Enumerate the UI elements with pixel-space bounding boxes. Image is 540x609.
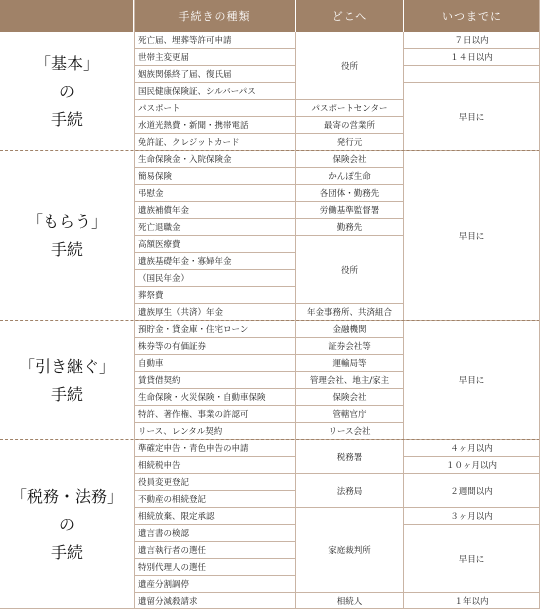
frame-left [134,0,135,609]
header-deadline: いつまでに [404,0,540,32]
deadline-cell: ２週間以内 [404,474,540,508]
procedure-item: 遺産分割調停 [134,576,296,593]
procedure-item: 死亡退職金 [134,219,296,236]
procedure-item: 特別代理人の選任 [134,559,296,576]
procedure-item: 賃貸借契約 [134,372,296,389]
section-title-line: 手続 [50,240,83,259]
header-blank [0,0,134,32]
header-where: どこへ [296,0,404,32]
procedure-item: パスポート [134,100,296,117]
procedure-item: 自動車 [134,355,296,372]
section-title [0,151,134,321]
procedure-item: 不動産の相続登記 [134,491,296,508]
procedure-item: 世帯主変更届 [134,49,296,66]
procedure-item: 相続放棄、限定承認 [134,508,296,525]
where-cell: 税務署 [296,440,404,474]
section-title-line: 「基本」 [34,53,99,73]
where-cell: 発行元 [296,134,404,151]
where-cell: 最寄の営業所 [296,117,404,134]
section-title [0,32,134,151]
where-cell: 相続人 [296,593,404,609]
where-cell: 年金事務所、共済組合 [296,304,404,321]
procedure-item: 遺族補償年金 [134,202,296,219]
where-cell: 管理会社、地主/家主 [296,372,404,389]
procedure-item: 姻族関係終了届、復氏届 [134,66,296,83]
where-cell: 家庭裁判所 [296,508,404,593]
where-cell: 法務局 [296,474,404,508]
where-cell: 各団体・勤務先 [296,185,404,202]
where-cell: 役所 [296,32,404,100]
deadline-cell: ４ヶ月以内 [404,440,540,457]
where-cell: 保険会社 [296,389,404,406]
procedure-item: 生命保険金・入院保険金 [134,151,296,168]
section-title-line: 「税務・法務」 [10,487,123,506]
section-title-line: の [58,515,75,534]
section-title-line: 手続 [50,109,83,129]
procedure-item: 生命保険・火災保険・自動車保険 [134,389,296,406]
deadline-cell: ７日以内 [404,32,540,49]
section-title-line: 手続 [50,384,83,404]
procedure-item: 遺言執行者の選任 [134,542,296,559]
where-cell: 運輸局等 [296,355,404,372]
procedure-item: 葬祭費 [134,287,296,304]
procedure-item: 水道光熱費・新聞・携帯電話 [134,117,296,134]
header-procedure-type: 手続きの種類 [134,0,296,32]
section-title [0,321,134,440]
deadline-cell: 早目に [404,321,540,440]
procedure-item: 国民健康保険証、シルバーパス [134,83,296,100]
deadline-cell: ３ヶ月以内 [404,508,540,525]
where-cell: かんぽ生命 [296,168,404,185]
where-cell: 証券会社等 [296,338,404,355]
deadline-cell: １０ヶ月以内 [404,457,540,474]
procedure-item: 遺言書の検認 [134,525,296,542]
section-title-line: 「引き継ぐ」 [18,356,115,376]
where-cell: リース会社 [296,423,404,440]
procedure-item: 預貯金・貸金庫・住宅ローン [134,321,296,338]
procedure-item: 相続税申告 [134,457,296,474]
section-title-line: の [58,81,75,101]
procedure-item: 死亡届、埋葬等許可申請 [134,32,296,49]
procedure-item: 特許、著作権、事業の許認可 [134,406,296,423]
where-cell: 勤務先 [296,219,404,236]
procedure-item: 株券等の有価証券 [134,338,296,355]
procedure-item: 役員変更登記 [134,474,296,491]
procedure-item: 遺族厚生（共済）年金 [134,304,296,321]
deadline-cell: 早目に [404,83,540,151]
where-cell: 労働基準監督署 [296,202,404,219]
where-cell: 金融機関 [296,321,404,338]
section-title-line: 手続 [50,543,83,562]
where-cell: 管轄官庁 [296,406,404,423]
where-cell: 役所 [296,236,404,304]
deadline-cell: 早目に [404,151,540,321]
where-cell: パスポートセンター [296,100,404,117]
deadline-cell: 早目に [404,525,540,593]
where-cell: 保険会社 [296,151,404,168]
procedure-item: 弔慰金 [134,185,296,202]
procedure-item: 免許証、クレジットカード [134,134,296,151]
deadline-cell: １４日以内 [404,49,540,66]
deadline-cell: １年以内 [404,593,540,609]
section-title-line: 「もらう」 [26,212,107,231]
procedure-item: （国民年金） [134,270,296,287]
procedure-item: 遺族基礎年金・寡婦年金 [134,253,296,270]
deadline-cell [404,66,540,83]
procedure-item: 遺留分減殺請求 [134,593,296,609]
section-title [0,440,134,609]
procedure-item: 準確定申告・青色申告の申請 [134,440,296,457]
procedure-item: リース、レンタル契約 [134,423,296,440]
procedure-item: 簡易保険 [134,168,296,185]
procedure-item: 高額医療費 [134,236,296,253]
